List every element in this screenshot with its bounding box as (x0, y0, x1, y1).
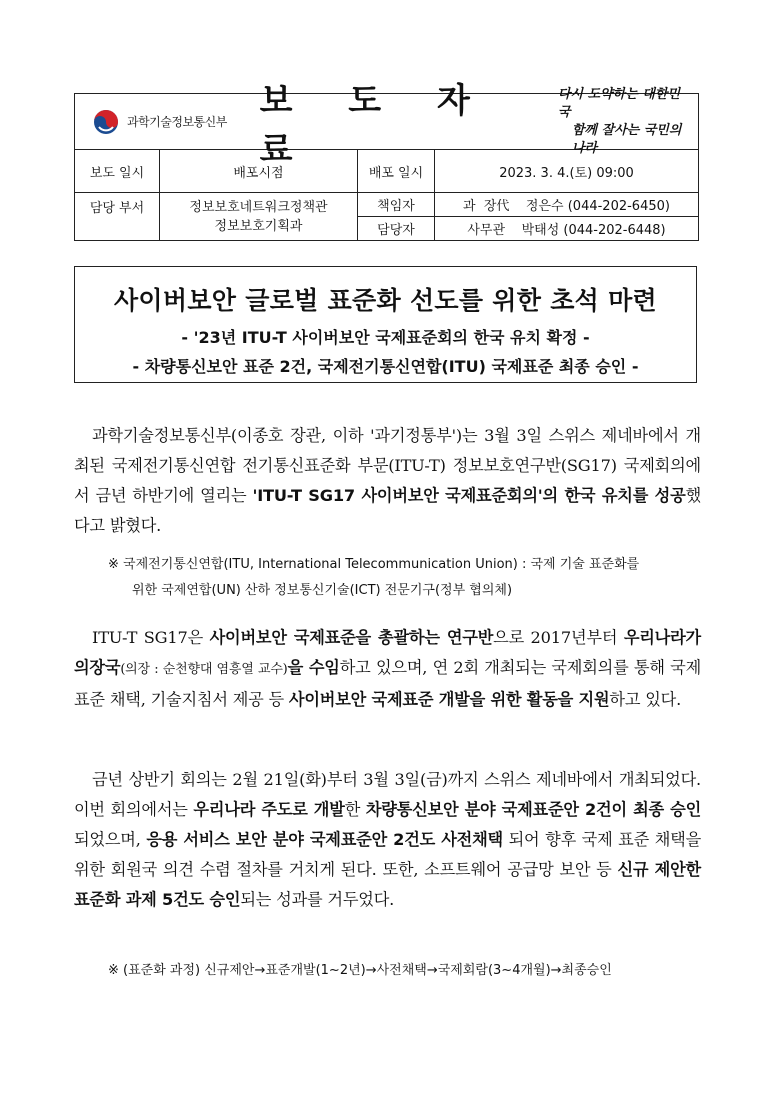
slogan-line-2: 함께 잘사는 국민의 나라 (571, 122, 682, 156)
p2-chair-note: (의장 : 순천향대 염흥열 교수) (120, 662, 288, 677)
p2-text-g: 하고 있으며, 연 2회 개최되는 국제회의를 통해 국제표준 채택, 기술지침서 제공 등 (74, 658, 702, 709)
p2-text-i: 하고 있다. (609, 690, 682, 709)
ministry-name: 과학기술정보통신부 (127, 115, 227, 129)
dept-line-1: 정보보호네트워크정책관 (189, 199, 328, 215)
p2-highlight-3: 을 수임 (287, 658, 340, 677)
p2-text-c: 으로 2017년부터 (493, 628, 624, 647)
p3-highlight-2: 차량통신보안 분야 국제표준안 2건이 최종 승인 (365, 800, 702, 819)
distribution-value: 2023. 3. 4.(토) 09:00 (435, 150, 699, 193)
contact-label: 담당자 (358, 217, 435, 241)
footnote-process: ※ (표준화 과정) 신규제안→표준개발(1~2년)→사전채택→국제회람(3~4개월)→최종승인 (108, 963, 612, 978)
p2-text-a: ITU-T SG17은 (92, 628, 210, 647)
p3-highlight-3: 응용 서비스 보안 분야 국제표준안 2건도 사전채택 (146, 830, 503, 849)
p2-highlight-1: 사이버보안 국제표준을 총괄하는 연구반 (209, 628, 494, 647)
slogan-line-1: 다시 도약하는 대한민국 (557, 86, 680, 120)
press-release-title: 보 도 자 료 (259, 80, 492, 170)
release-label: 보도 일시 (75, 150, 160, 193)
note1-line-1: ※ 국제전기통신연합(ITU, International Telecommunication Union) : 국제 기술 표준화를 (108, 557, 640, 572)
dept-line-2: 정보보호기획과 (214, 218, 303, 234)
press-header-table (74, 80, 699, 241)
subtitle-2: - 차량통신보안 표준 2건, 국제전기통신연합(ITU) 국제표준 최종 승인 - (132, 357, 639, 376)
p1-text-c: 했다고 밝혔다. (74, 486, 701, 535)
p3-text-e: 되었으며, (74, 830, 147, 849)
ministry-logo (93, 109, 270, 135)
p2-highlight-2: 우리나라가 의장국 (74, 628, 701, 677)
dept-value (160, 193, 358, 241)
main-title: 사이버보안 글로벌 표준화 선도를 위한 초석 마련 (113, 286, 658, 315)
subtitle-1: - '23년 ITU-T 사이버보안 국제표준회의 한국 유치 확정 - (181, 328, 590, 347)
government-emblem-icon (93, 109, 119, 135)
paragraph-2 (74, 623, 701, 715)
header-banner (75, 80, 699, 170)
responsible-label: 책임자 (358, 193, 435, 217)
p1-text-a: 과학기술정보통신부(이종호 장관, 이하 '과기정통부')는 3월 3일 스위스 제네바에서 개최된 국제전기통신연합 전기통신표준화 부문(ITU-T) 정보보호연구반(SG17) 국제회의에서 금년 하반기에 열리는 (74, 426, 701, 505)
responsible-value: 과 장代 정은수 (044-202-6450) (435, 193, 699, 217)
p3-text-g: 되어 향후 국제 표준 채택을 위한 회원국 의견 수렴 절차를 거치게 된다. 또한, 소프트웨어 공급망 보안 등 (74, 830, 702, 879)
p2-highlight-4: 사이버보안 국제표준 개발을 위한 활동을 지원 (288, 690, 610, 709)
slogan (558, 86, 688, 158)
distribution-label: 배포 일시 (358, 150, 435, 193)
headline-box (74, 266, 697, 383)
footnote-itu (108, 552, 639, 604)
p3-text-c: 한 (344, 800, 366, 819)
dept-label: 담당 부서 (75, 193, 160, 241)
p3-text-i: 되는 성과를 거두었다. (240, 890, 395, 909)
note1-line-2: 위한 국제연합(UN) 산하 정보통신기술(ICT) 전문기구(정부 협의체) (132, 583, 513, 598)
contact-value: 사무관 박태성 (044-202-6448) (435, 217, 699, 241)
paragraph-1 (74, 421, 701, 541)
p3-highlight-4: 신규 제안한 표준화 과제 5건도 승인 (74, 860, 701, 909)
p3-text-a: 금년 상반기 회의는 2월 21일(화)부터 3월 3일(금)까지 스위스 제네바에서 개최되었다. 이번 회의에서는 (74, 770, 701, 819)
release-value: 배포시점 (160, 150, 358, 193)
p3-highlight-1: 우리나라 주도로 개발 (193, 800, 345, 819)
p1-highlight: 'ITU-T SG17 사이버보안 국제표준회의'의 한국 유치를 성공 (252, 486, 686, 505)
paragraph-3 (74, 765, 701, 915)
